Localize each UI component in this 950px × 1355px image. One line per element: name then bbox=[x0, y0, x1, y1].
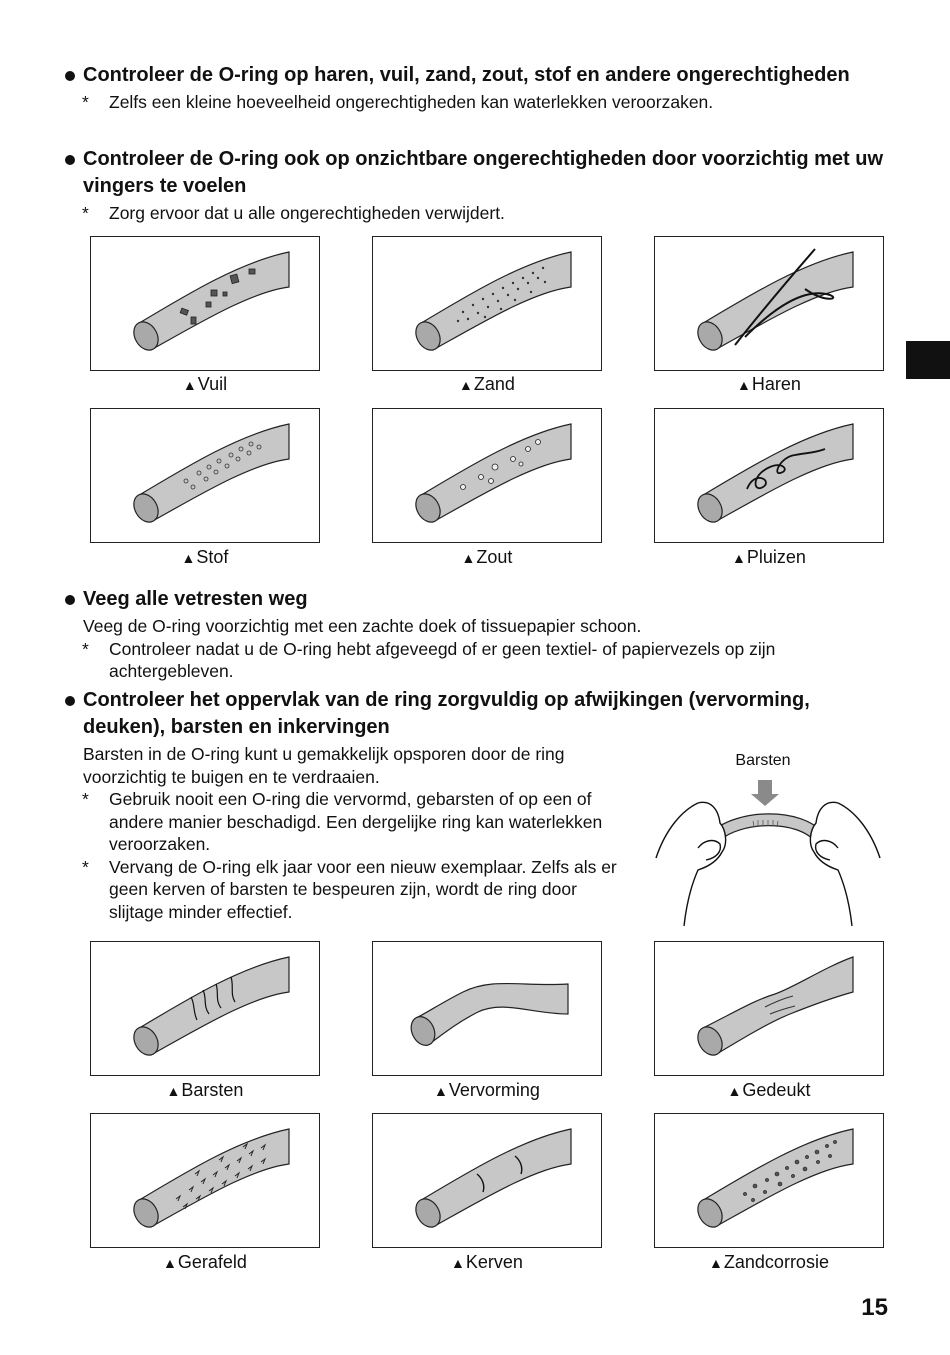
section-check-surface bbox=[62, 687, 892, 741]
caption-gerafeld: ▲Gerafeld bbox=[163, 1252, 247, 1272]
bullet-icon bbox=[65, 71, 75, 81]
panel-gerafeld bbox=[90, 1113, 320, 1248]
body-wipe-grease: Veeg de O-ring voorzichtig met een zachte doek of tissuepapier schoon. bbox=[83, 616, 642, 636]
panel-pluizen bbox=[654, 408, 884, 543]
bullet-icon bbox=[65, 155, 75, 165]
note-remove-all: * Zorg ervoor dat u alle ongerechtigheden verwijdert. bbox=[82, 203, 505, 223]
caption-barsten: ▲Barsten bbox=[166, 1080, 244, 1100]
oring-kerven-icon bbox=[373, 1114, 603, 1249]
heading-feel-contaminants: Controleer de O-ring ook op onzichtbare ongerechtigheden door voorzichtig met uw vingers te voelen bbox=[62, 146, 892, 200]
panel-kerven bbox=[372, 1113, 602, 1248]
oring-vervorming-icon bbox=[373, 942, 603, 1077]
triangle-icon: ▲ bbox=[182, 377, 197, 393]
caption-zandcorrosie: ▲Zandcorrosie bbox=[709, 1252, 829, 1272]
oring-barsten-icon bbox=[91, 942, 321, 1077]
section-feel-contaminants bbox=[62, 146, 892, 225]
triangle-icon: ▲ bbox=[434, 1083, 448, 1099]
caption-stof: ▲Stof bbox=[181, 547, 229, 567]
body-bend-ring: Barsten in de O-ring kunt u gemakkelijk opsporen door de ring voorzichtig te buigen en te verdraaien. bbox=[83, 744, 565, 787]
section-check-contaminants bbox=[62, 62, 892, 114]
panel-barsten bbox=[90, 941, 320, 1076]
oring-vuil-icon bbox=[91, 237, 321, 372]
heading-wipe-grease: Veeg alle vetresten weg bbox=[62, 586, 892, 613]
oring-zout-icon bbox=[373, 409, 603, 544]
asterisk-mark: * bbox=[82, 789, 89, 809]
caption-zand: ▲Zand bbox=[459, 374, 515, 394]
bending-illustration bbox=[648, 748, 888, 926]
section-check-surface-body bbox=[62, 743, 622, 923]
triangle-icon: ▲ bbox=[461, 550, 476, 566]
caption-gedeukt: ▲Gedeukt bbox=[727, 1080, 811, 1100]
triangle-icon: ▲ bbox=[459, 377, 473, 393]
triangle-icon: ▲ bbox=[451, 1255, 465, 1271]
oring-zandcorrosie-icon bbox=[655, 1114, 885, 1249]
heading-check-contaminants: Controleer de O-ring op haren, vuil, zand, zout, stof en andere ongerechtigheden bbox=[62, 62, 892, 89]
caption-zout: ▲Zout bbox=[461, 547, 513, 567]
triangle-icon: ▲ bbox=[181, 550, 196, 566]
note-check-fibers: * Controleer nadat u de O-ring hebt afgeveegd of er geen textiel- of papiervezels op zijn achtergebleven. bbox=[82, 638, 776, 681]
note-small-contaminants: * Zelfs een kleine hoeveelheid ongerechtigheden kan waterlekken veroorzaken. bbox=[82, 92, 714, 112]
bullet-icon bbox=[65, 696, 75, 706]
caption-pluizen: ▲Pluizen bbox=[732, 547, 806, 567]
panel-stof bbox=[90, 408, 320, 543]
hands-bending-oring-icon bbox=[648, 748, 888, 926]
chapter-tab bbox=[906, 341, 950, 379]
oring-gedeukt-icon bbox=[655, 942, 885, 1077]
page-number: 15 bbox=[861, 1294, 888, 1321]
asterisk-mark: * bbox=[82, 856, 89, 877]
triangle-icon: ▲ bbox=[732, 550, 746, 566]
caption-kerven: ▲Kerven bbox=[451, 1252, 523, 1272]
section-wipe-grease bbox=[62, 586, 892, 683]
caption-vervorming: ▲Vervorming bbox=[434, 1080, 540, 1100]
triangle-icon: ▲ bbox=[163, 1255, 177, 1271]
caption-haren: ▲Haren bbox=[737, 374, 801, 394]
illustration-label-barsten: Barsten bbox=[735, 752, 791, 769]
asterisk-mark: * bbox=[82, 203, 89, 223]
asterisk-mark: * bbox=[82, 638, 89, 659]
triangle-icon: ▲ bbox=[709, 1255, 723, 1271]
triangle-icon: ▲ bbox=[166, 1083, 181, 1099]
panel-gedeukt bbox=[654, 941, 884, 1076]
asterisk-mark: * bbox=[82, 92, 89, 112]
note-never-use-damaged: * Gebruik nooit een O-ring die vervormd, gebarsten of op een of andere manier beschadigd. Een dergelijke ring kan waterlekken veroorzaken. bbox=[82, 789, 603, 854]
oring-zand-icon bbox=[373, 237, 603, 372]
caption-vuil: ▲Vuil bbox=[182, 374, 228, 394]
panel-zandcorrosie bbox=[654, 1113, 884, 1248]
triangle-icon: ▲ bbox=[737, 377, 751, 393]
oring-gerafeld-icon bbox=[91, 1114, 321, 1249]
panel-zout bbox=[372, 408, 602, 543]
panel-haren bbox=[654, 236, 884, 371]
panel-vervorming bbox=[372, 941, 602, 1076]
oring-stof-icon bbox=[91, 409, 321, 544]
note-replace-yearly: * Vervang de O-ring elk jaar voor een nieuw exemplaar. Zelfs als er geen kerven of barsten te bespeuren zijn, wordt de ring door slijtage minder effectief. bbox=[82, 856, 617, 922]
bullet-icon bbox=[65, 595, 75, 605]
oring-haren-icon bbox=[655, 237, 885, 372]
heading-check-surface: Controleer het oppervlak van de ring zorgvuldig op afwijkingen (vervorming, deuken), barsten en inkervingen bbox=[62, 687, 892, 741]
panel-vuil bbox=[90, 236, 320, 371]
triangle-icon: ▲ bbox=[727, 1083, 742, 1099]
panel-zand bbox=[372, 236, 602, 371]
oring-pluizen-icon bbox=[655, 409, 885, 544]
